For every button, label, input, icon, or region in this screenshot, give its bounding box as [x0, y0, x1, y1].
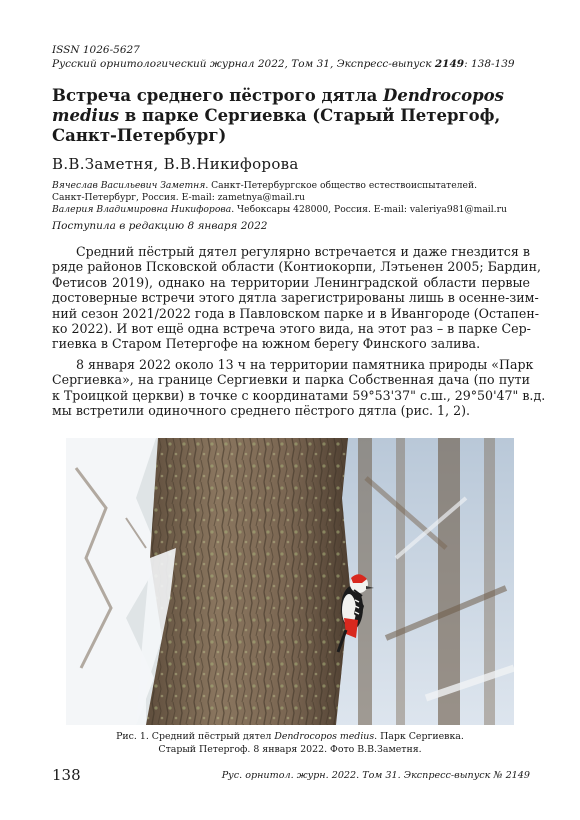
paragraph-line: 8 января 2022 около 13 ч на территории памятника природы «Парк [76, 357, 534, 372]
paragraph-line: Фетисов 2019), однако на территории Ленинградской области первые [52, 274, 530, 290]
article-title [52, 86, 532, 146]
title-part1: Встреча среднего пёстрого дятла [52, 86, 384, 105]
paragraph-line: мы встретили одиночного среднего пёстрого дятла (рис. 1, 2). [52, 403, 470, 419]
paragraph-line: достоверные встречи этого дятла зарегистрированы лишь в осенне-зим- [52, 290, 539, 306]
paragraph-line: Средний пёстрый дятел регулярно встречается и даже гнездится в [76, 244, 530, 259]
affiliation-2 [52, 204, 532, 216]
paragraph-1 [52, 244, 542, 352]
received-date: Поступила в редакцию 8 января 2022 [52, 220, 268, 232]
paragraph-line: ний сезон 2021/2022 года в Павловском парке и в Ивангороде (Остапен- [52, 305, 540, 321]
caption-line-2: Старый Петергоф. 8 января 2022. Фото В.В.Заметня. [158, 743, 422, 755]
figure-caption [66, 731, 514, 756]
paragraph-line: ряде районов Псковской области (Контиокорпи, Лэтьенен 2005; Бардин, [52, 259, 542, 275]
authors: В.В.Заметня, В.В.Никифорова [52, 155, 299, 173]
affiliation-2-name: Валерия Владимировна Никифорова [52, 204, 232, 215]
paragraph-line: Сергиевка», на границе Сергиевки и парка Собственная дача (по пути [52, 372, 530, 388]
title-part2: в парке Сергиевка (Старый Петергоф, Санкт-Петербург) [52, 106, 501, 145]
affiliation-1-contact: Санкт-Петербург, Россия. E-mail: zametnya@mail.ru [52, 192, 305, 203]
journal-prefix: Русский орнитологический журнал 2022, Том 31, Экспресс-выпуск [52, 58, 435, 70]
issue-number: 2149 [434, 58, 465, 70]
paragraph-line: к Троицкой церкви) в точке с координатами 59°53'37" с.ш., 29°50'47" в.д. [52, 387, 546, 403]
journal-pages: : 138-139 [464, 58, 515, 70]
paragraph-2 [52, 357, 546, 419]
paragraph-line: ко 2022). И вот ещё одна встреча этого вида, на этот раз – в парке Сер- [52, 321, 531, 337]
page-number: 138 [52, 766, 81, 784]
caption-suffix: . Парк Сергиевка. [374, 731, 464, 742]
caption-latin: Dendrocopos medius [274, 731, 375, 742]
issn-line: ISSN 1026-5627 [52, 44, 140, 56]
affiliation-1-org: . Санкт-Петербургское общество естествоиспытателей. [205, 180, 478, 191]
title-latin-name: Dendrocopos medius [52, 86, 504, 125]
journal-citation-line [52, 58, 515, 71]
caption-line-1 [66, 731, 514, 744]
caption-prefix: Рис. 1. Средний пёстрый дятел [116, 731, 275, 742]
woodpecker-photo [66, 438, 514, 725]
affiliation-1 [52, 180, 532, 192]
footer-citation: Рус. орнитол. журн. 2022. Том 31. Экспресс-выпуск № 2149 [221, 770, 530, 781]
affiliation-1-name: Вячеслав Васильевич Заметня [52, 180, 206, 191]
paragraph-line: гиевка в Старом Петергофе на южном берегу Финского залива. [52, 336, 481, 352]
affiliation-2-contact: . Чебоксары 428000, Россия. E-mail: valeriya981@mail.ru [231, 204, 507, 215]
